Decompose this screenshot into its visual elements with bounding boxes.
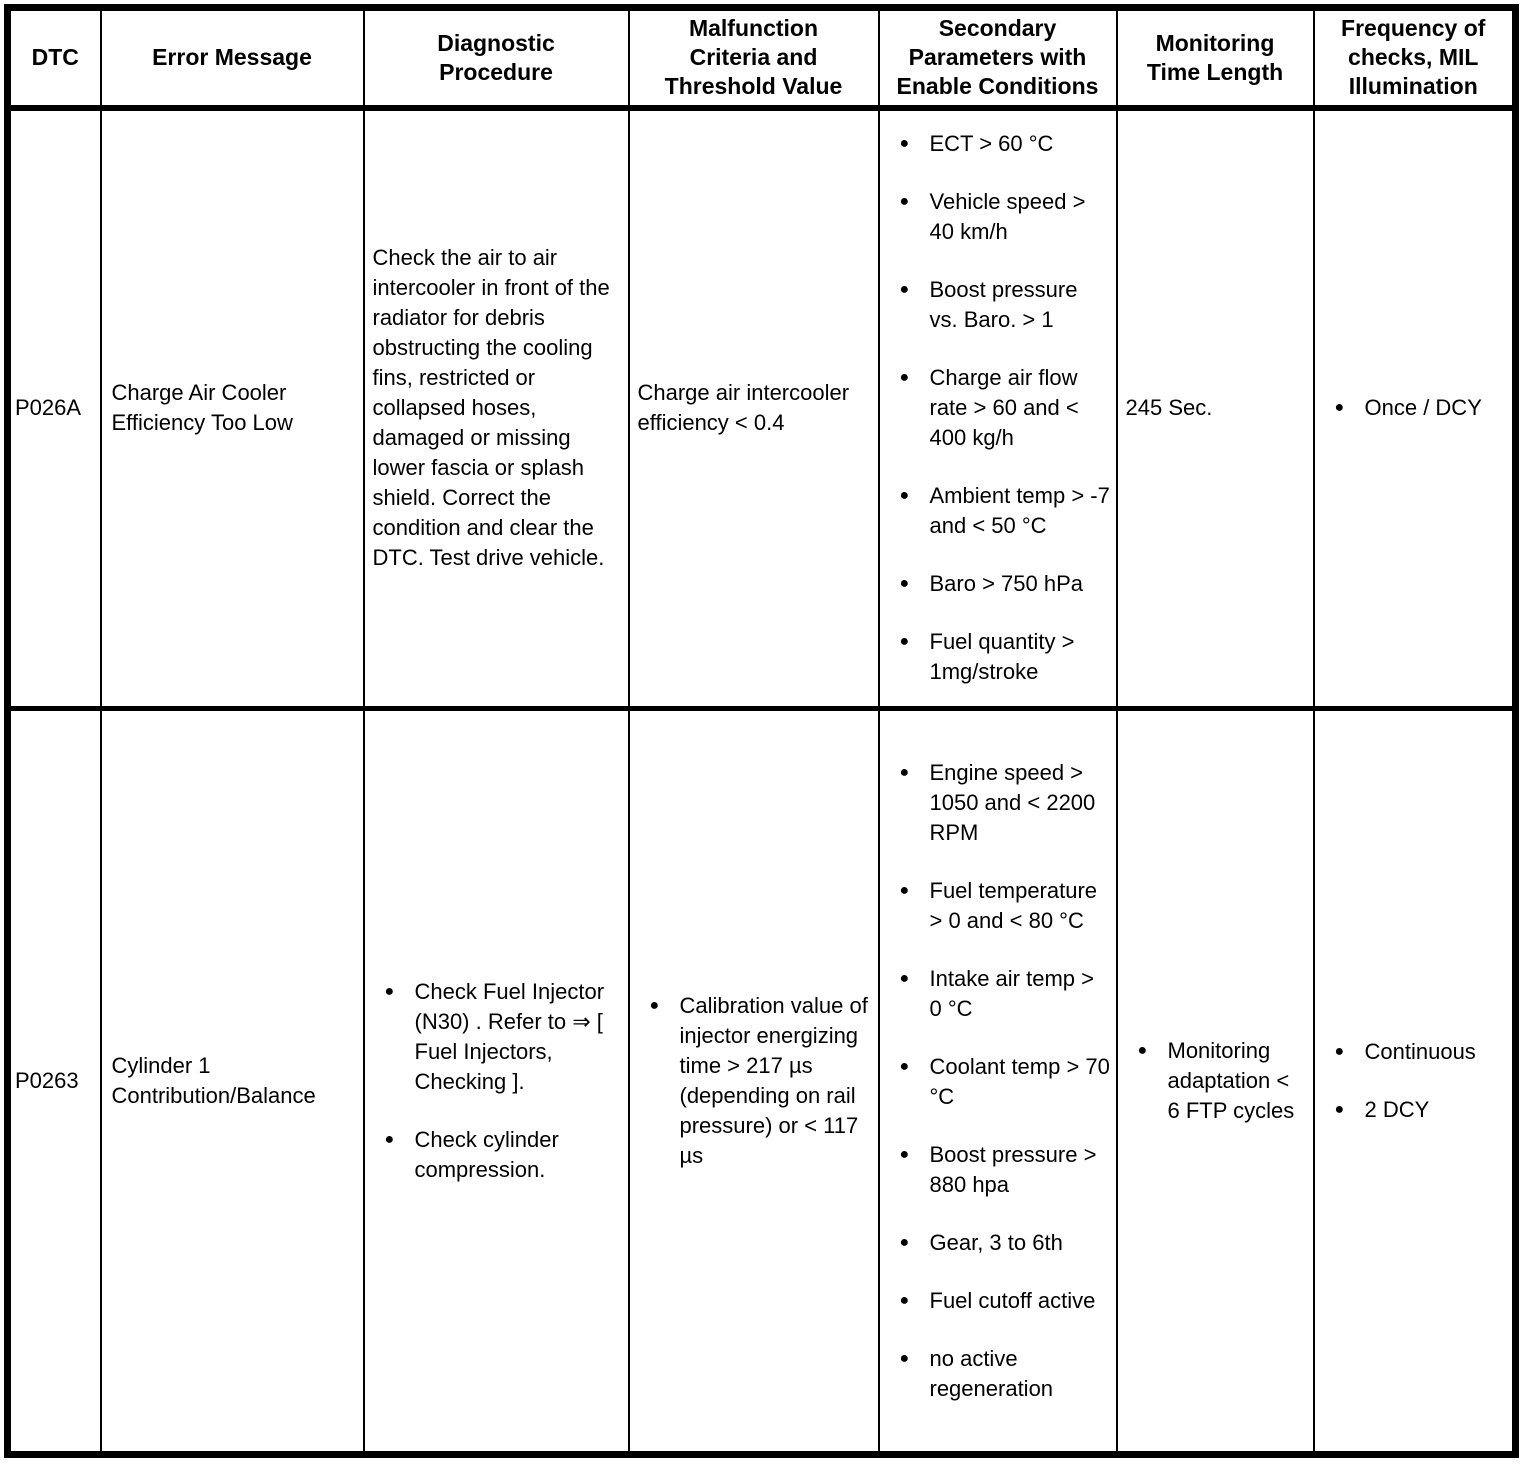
bullet-list	[888, 129, 1111, 687]
bullet-icon: ●	[899, 369, 910, 387]
table-row	[8, 709, 1516, 1455]
bullet-item-text: Fuel quantity > 1mg/stroke	[929, 629, 1075, 685]
header-row	[8, 8, 1516, 108]
cell-text: Cylinder 1 Contribution/Balance	[111, 1053, 316, 1108]
header-secondary-parameters	[879, 8, 1117, 108]
header-frequency-label: Frequency of checks, MIL Illumination	[1341, 15, 1486, 100]
bullet-item-text: 2 DCY	[1364, 1097, 1430, 1122]
bullet-item-text: Intake air temp > 0 °C	[929, 966, 1094, 1021]
bullet-icon: ●	[384, 983, 395, 1000]
bullet-icon: ●	[649, 997, 660, 1014]
bullet-icon: ●	[899, 1058, 910, 1075]
bullet-item-text: Calibration value of injector energizing time > 217 µs (depending on rail pressure) or < 117 µs	[679, 993, 868, 1168]
bullet-icon: ●	[1334, 1101, 1345, 1118]
bullet-list	[373, 977, 623, 1185]
dtc-table	[4, 4, 1519, 1458]
bullet-icon: ●	[899, 1292, 910, 1309]
cell-diagnostic-procedure	[364, 108, 629, 709]
header-diagnostic-procedure-label: Diagnostic Procedure	[437, 29, 555, 85]
bullet-icon: ●	[899, 1146, 910, 1163]
bullet-icon: ●	[1334, 1043, 1345, 1060]
bullet-list-item	[900, 758, 1111, 848]
bullet-item-text: Monitoring adaptation < 6 FTP cycles	[1167, 1038, 1295, 1123]
bullet-item-text: Baro > 750 hPa	[929, 571, 1084, 597]
bullet-item-text: Engine speed > 1050 and < 2200 RPM	[929, 760, 1096, 845]
bullet-list-item	[900, 1344, 1111, 1404]
bullet-item-text: Ambient temp > -7 and < 50 °C	[929, 483, 1110, 539]
table-body	[8, 108, 1516, 1455]
cell-secondary-parameters	[879, 108, 1117, 709]
cell-frequency	[1314, 108, 1516, 709]
bullet-list-item	[1335, 1037, 1508, 1067]
bullet-list-item	[385, 1125, 623, 1185]
bullet-list-item	[650, 991, 873, 1171]
bullet-list-item	[900, 275, 1111, 335]
bullet-item-text: Continuous	[1364, 1039, 1476, 1064]
bullet-list-item	[900, 1140, 1111, 1200]
bullet-icon: ●	[899, 882, 910, 899]
bullet-list-item	[900, 1286, 1111, 1316]
header-monitoring-time-label: Monitoring Time Length	[1146, 29, 1284, 85]
table-header	[8, 8, 1516, 108]
bullet-list-item	[900, 129, 1111, 159]
table-row	[8, 108, 1516, 709]
bullet-list	[1323, 393, 1508, 423]
cell-text: P026A	[15, 395, 82, 421]
cell-monitoring-time	[1117, 108, 1314, 709]
cell-text: Check the air to air intercooler in front of the radiator for debris obstructing the cooling fins, restricted or collapsed hoses, damaged or missing lower fascia or splash shield. Correct the condition and clear the DTC. Test drive vehicle.	[372, 245, 610, 571]
bullet-icon: ●	[1137, 1042, 1148, 1059]
header-frequency	[1314, 8, 1516, 108]
bullet-icon: ●	[899, 1234, 910, 1251]
bullet-icon: ●	[899, 575, 910, 593]
bullet-item-text: Boost pressure vs. Baro. > 1	[929, 277, 1078, 333]
cell-secondary-parameters	[879, 709, 1117, 1455]
bullet-list	[1126, 1036, 1308, 1126]
cell-error-message	[101, 108, 364, 709]
bullet-list	[638, 991, 873, 1171]
bullet-item-text: no active regeneration	[929, 1346, 1054, 1401]
cell-malfunction-criteria	[629, 108, 879, 709]
header-malfunction-criteria-label: Malfunction Criteria and Threshold Value	[664, 15, 843, 100]
cell-malfunction-criteria	[629, 709, 879, 1455]
bullet-item-text: Fuel temperature > 0 and < 80 °C	[929, 878, 1098, 933]
bullet-item-text: ECT > 60 °C	[929, 131, 1054, 157]
cell-text: P0263	[15, 1068, 79, 1093]
bullet-item-text: Boost pressure > 880 hpa	[929, 1142, 1097, 1197]
cell-text: 245 Sec.	[1125, 395, 1213, 421]
header-diagnostic-procedure	[364, 8, 629, 108]
header-error-message-label: Error Message	[152, 44, 312, 71]
bullet-list-item	[900, 964, 1111, 1024]
bullet-item-text: Check cylinder compression.	[414, 1127, 559, 1182]
bullet-list-item	[900, 876, 1111, 936]
bullet-list-item	[900, 1052, 1111, 1112]
bullet-list-item	[900, 363, 1111, 453]
bullet-item-text: Gear, 3 to 6th	[929, 1230, 1063, 1255]
bullet-icon: ●	[899, 487, 910, 505]
bullet-list	[888, 758, 1111, 1404]
bullet-icon: ●	[899, 1350, 910, 1367]
header-monitoring-time	[1117, 8, 1314, 108]
bullet-item-text: Coolant temp > 70 °C	[929, 1054, 1110, 1109]
bullet-item-text: Once / DCY	[1364, 395, 1482, 421]
bullet-icon: ●	[899, 193, 910, 211]
cell-frequency	[1314, 709, 1516, 1455]
bullet-list-item	[1138, 1036, 1308, 1126]
bullet-list-item	[1335, 1095, 1508, 1125]
bullet-icon: ●	[899, 764, 910, 781]
cell-dtc	[8, 108, 101, 709]
header-dtc	[8, 8, 101, 108]
bullet-list-item	[1335, 393, 1508, 423]
bullet-icon: ●	[384, 1131, 395, 1148]
bullet-list-item	[900, 187, 1111, 247]
bullet-item-text: Check Fuel Injector (N30) . Refer to ⇒ [ Fuel Injectors, Checking ].	[414, 979, 605, 1094]
cell-text: Charge air intercooler efficiency < 0.4	[637, 380, 850, 436]
cell-text: Charge Air Cooler Efficiency Too Low	[111, 380, 293, 436]
bullet-icon: ●	[899, 633, 910, 651]
bullet-item-text: Fuel cutoff active	[929, 1288, 1096, 1313]
bullet-list-item	[900, 1228, 1111, 1258]
bullet-list-item	[900, 481, 1111, 541]
bullet-item-text: Charge air flow rate > 60 and < 400 kg/h	[929, 365, 1079, 451]
bullet-list	[1323, 1037, 1508, 1125]
bullet-item-text: Vehicle speed > 40 km/h	[929, 189, 1086, 245]
bullet-list-item	[900, 569, 1111, 599]
bullet-list-item	[900, 627, 1111, 687]
header-error-message	[101, 8, 364, 108]
cell-diagnostic-procedure	[364, 709, 629, 1455]
cell-monitoring-time	[1117, 709, 1314, 1455]
bullet-icon: ●	[899, 135, 910, 153]
bullet-icon: ●	[899, 281, 910, 299]
header-secondary-parameters-label: Secondary Parameters with Enable Conditions	[896, 15, 1099, 100]
header-malfunction-criteria	[629, 8, 879, 108]
bullet-list-item	[385, 977, 623, 1097]
cell-dtc	[8, 709, 101, 1455]
bullet-icon: ●	[1334, 399, 1345, 417]
bullet-icon: ●	[899, 970, 910, 987]
header-dtc-label: DTC	[31, 44, 79, 71]
cell-error-message	[101, 709, 364, 1455]
